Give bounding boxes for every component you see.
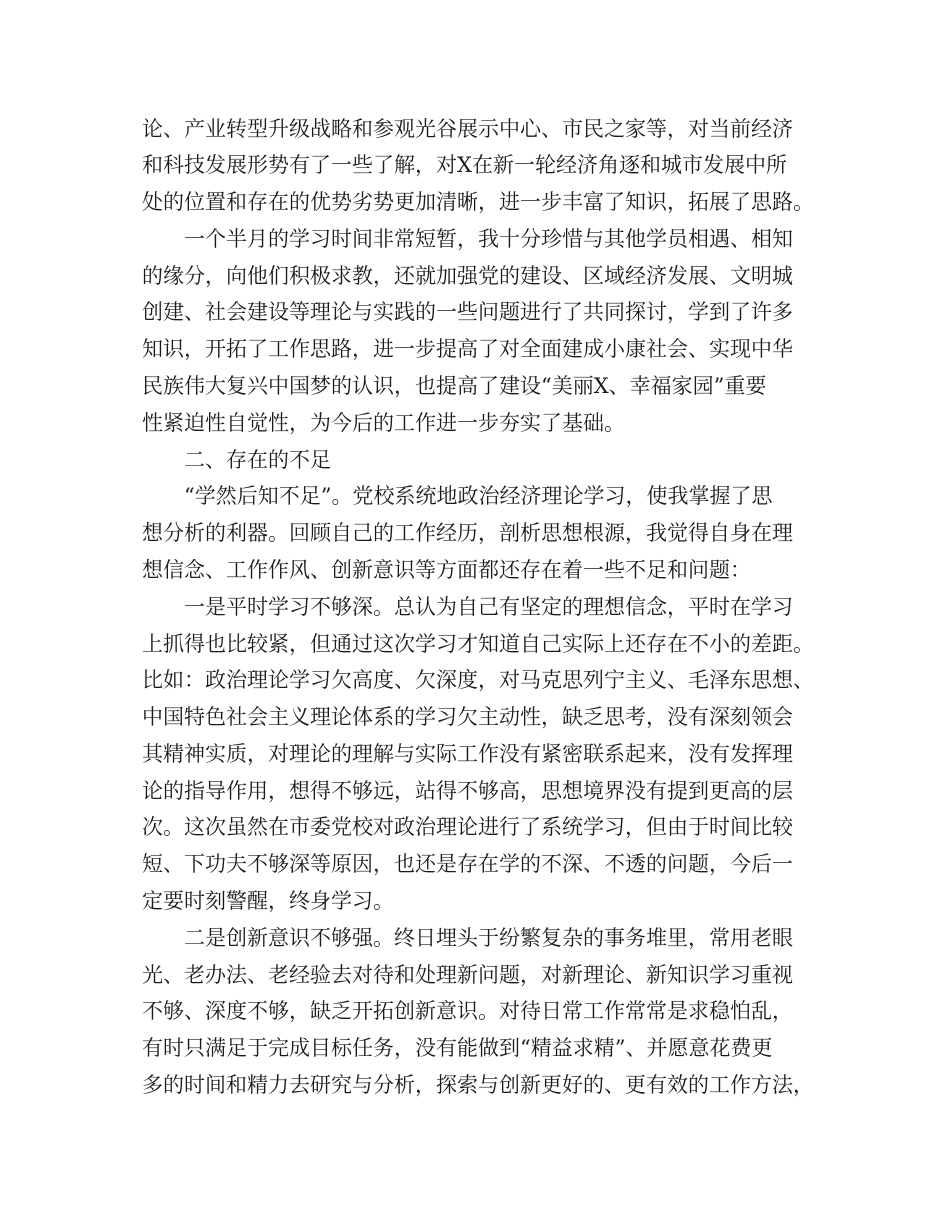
text-line: 定要时刻警醒，终身学习。 <box>142 889 394 913</box>
paragraph-start-line: 一是平时学习不够深。总认为自己有坚定的理想信念，平时在学习 <box>184 595 793 619</box>
text-line: 论的指导作用，想得不够远，站得不够高，思想境界没有提到更高的层 <box>142 779 793 803</box>
text-line: 创建、社会建设等理论与实践的一些问题进行了共同探讨，学到了许多 <box>142 300 793 324</box>
text-line: 处的位置和存在的优势劣势更加清晰，进一步丰富了知识，拓展了思路。 <box>142 190 814 214</box>
text-line: 上抓得也比较紧，但通过这次学习才知道自己实际上还存在不小的差距。 <box>142 632 814 656</box>
text-line: 知识，开拓了工作思路，进一步提高了对全面建成小康社会、实现中华 <box>142 337 793 361</box>
text-line: 次。这次虽然在市委党校对政治理论进行了系统学习，但由于时间比较 <box>142 815 793 839</box>
paragraph-start-line: 二是创新意识不够强。终日埋头于纷繁复杂的事务堆里，常用老眼 <box>184 926 793 950</box>
text-line: 光、老办法、老经验去对待和处理新问题，对新理论、新知识学习重视 <box>142 963 793 987</box>
paragraph-start-line: “学然后知不足”。党校系统地政治经济理论学习，使我掌握了思 <box>184 484 773 508</box>
text-line: 短、下功夫不够深等原因，也还是存在学的不深、不透的问题，今后一 <box>142 852 793 876</box>
text-line: 和科技发展形势有了一些了解，对X在新一轮经济角逐和城市发展中所 <box>142 153 787 177</box>
text-line: 论、产业转型升级战略和参观光谷展示中心、市民之家等，对当前经济 <box>142 117 793 141</box>
text-line: 的缘分，向他们积极求教，还就加强党的建设、区域经济发展、文明城 <box>142 264 793 288</box>
text-line: 性紧迫性自觉性，为今后的工作进一步夯实了基础。 <box>142 411 625 435</box>
text-line: 多的时间和精力去研究与分析，探索与创新更好的、更有效的工作方法， <box>142 1073 814 1097</box>
section-heading: 二、存在的不足 <box>184 448 331 472</box>
text-line: 其精神实质，对理论的理解与实际工作没有紧密联系起来，没有发挥理 <box>142 742 793 766</box>
text-line: 有时只满足于完成目标任务，没有能做到“精益求精”、并愿意花费更 <box>142 1036 773 1060</box>
text-line: 比如：政治理论学习欠高度、欠深度，对马克思列宁主义、毛泽东思想、 <box>142 668 814 692</box>
paragraph-start-line: 一个半月的学习时间非常短暂，我十分珍惜与其他学员相遇、相知 <box>184 227 793 251</box>
text-line: 中国特色社会主义理论体系的学习欠主动性，缺乏思考，没有深刻领会 <box>142 705 793 729</box>
text-line: 不够、深度不够，缺乏开拓创新意识。对待日常工作常常是求稳怕乱， <box>142 999 793 1023</box>
text-line: 民族伟大复兴中国梦的认识，也提高了建设“美丽X、幸福家园”重要 <box>142 374 767 398</box>
text-line: 想信念、工作作风、创新意识等方面都还存在着一些不足和问题： <box>142 558 751 582</box>
text-line: 想分析的利器。回顾自己的工作经历，剖析思想根源，我觉得自身在理 <box>142 521 793 545</box>
